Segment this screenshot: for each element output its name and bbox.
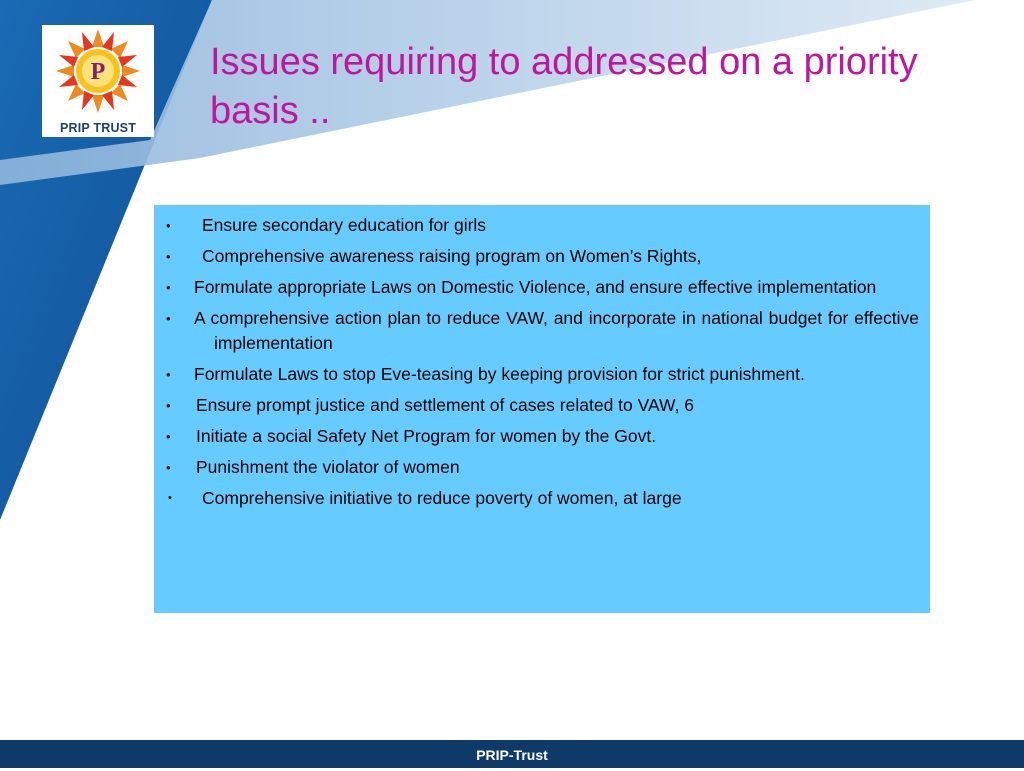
bullet-item (166, 455, 919, 480)
svg-text:P: P (90, 59, 106, 85)
logo-text: PRIP TRUST (59, 121, 137, 135)
prip-trust-logo (42, 25, 154, 137)
bullet-marker: • (166, 249, 171, 264)
footer-bar (0, 740, 1024, 768)
bullet-text: Comprehensive awareness raising program on Women’s Rights, (202, 246, 702, 266)
bullet-marker: • (166, 398, 171, 413)
bullet-text: Ensure prompt justice and settlement of cases related to VAW, 6 (196, 395, 695, 415)
bullet-item (166, 393, 919, 418)
bullet-item (166, 486, 919, 511)
bullet-list (166, 213, 919, 511)
bullet-text: Formulate Laws to stop Eve-teasing by keeping provision for strict punishment. (194, 364, 805, 384)
bullet-marker: • (168, 492, 172, 504)
bullet-item (166, 244, 919, 269)
content-box (154, 205, 930, 613)
bullet-text: Formulate appropriate Laws on Domestic Violence, and ensure effective implementation (194, 277, 877, 297)
bullet-text: A comprehensive action plan to reduce VAW, and incorporate in national budget for effective implementation (194, 308, 919, 353)
footer-text: PRIP-Trust (476, 747, 548, 763)
sun-logo-icon (48, 27, 148, 117)
bullet-item (166, 424, 919, 449)
bullet-marker: • (166, 311, 171, 326)
bullet-marker: • (166, 460, 171, 475)
bullet-item (166, 275, 919, 300)
bullet-text: Initiate a social Safety Net Program for women by the Govt. (196, 426, 657, 446)
bullet-text: Punishment the violator of women (196, 457, 460, 477)
bullet-item (166, 306, 919, 356)
bullet-marker: • (166, 367, 171, 382)
bullet-item (166, 362, 919, 387)
bullet-text: Ensure secondary education for girls (202, 215, 487, 235)
slide-title: Issues requiring to addressed on a priority basis .. (210, 41, 918, 132)
bullet-text: Comprehensive initiative to reduce poverty of women, at large (202, 488, 682, 508)
bullet-marker: • (166, 280, 171, 295)
bullet-item (166, 213, 919, 238)
bullet-marker: • (166, 429, 171, 444)
bullet-marker: • (166, 218, 171, 233)
